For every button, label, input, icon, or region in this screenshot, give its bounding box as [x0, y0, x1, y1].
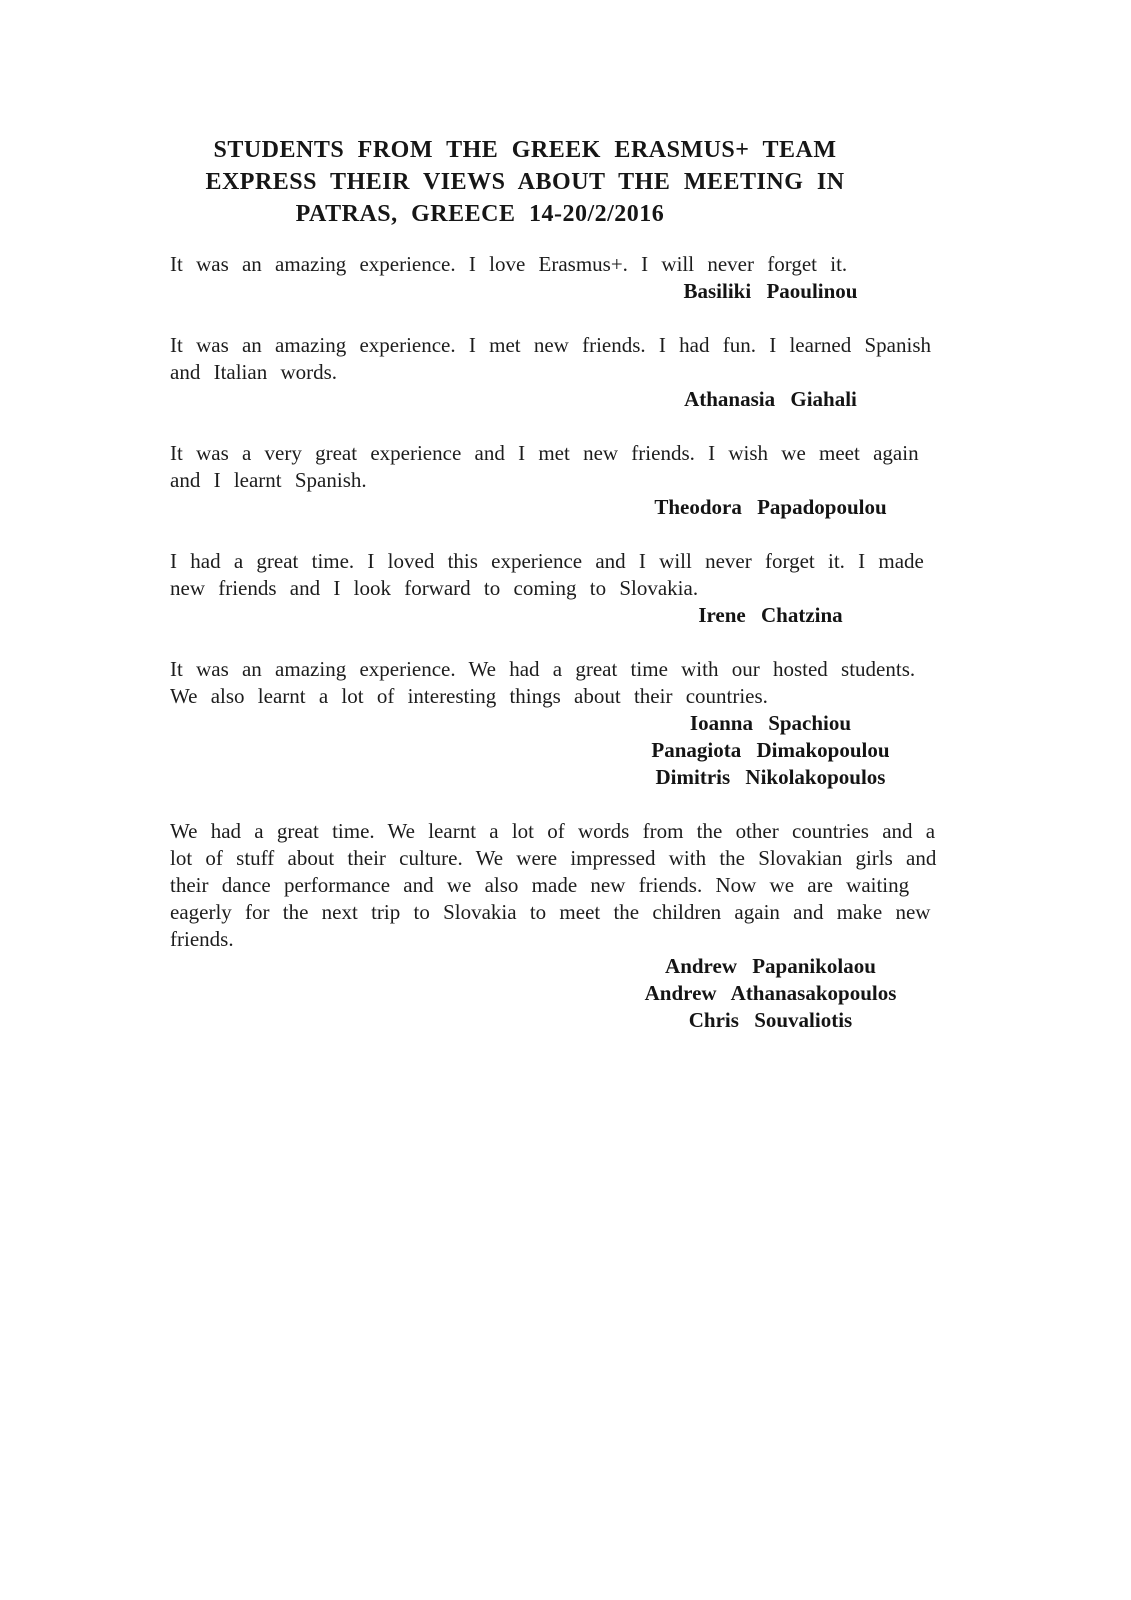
author-name: Panagiota Dimakopoulou [651, 738, 890, 762]
document-title [170, 134, 880, 230]
testimonial-text: It was an amazing experience. I met new friends. I had fun. I learned Spanish and Italian words. [170, 333, 932, 384]
title-line-3: PATRAS, GREECE 14-20/2/2016 [295, 201, 665, 227]
testimonial-authors [586, 494, 955, 521]
author-name: Athanasia Giahali [684, 387, 857, 411]
title-line-2: EXPRESS THEIR VIEWS ABOUT THE MEETING IN [205, 169, 845, 195]
testimonial-block [170, 440, 955, 521]
testimonial-text: It was a very great experience and I met new friends. I wish we meet again and I learnt Spanish. [170, 441, 919, 492]
testimonial-text: It was an amazing experience. We had a great time with our hosted students. We also learnt a lot of interesting things about their countries. [170, 657, 916, 708]
author-name: Andrew Athanasakopoulos [644, 981, 897, 1005]
testimonial-text: I had a great time. I loved this experience and I will never forget it. I made new friends and I look forward to coming to Slovakia. [170, 549, 924, 600]
author-name: Dimitris Nikolakopoulos [655, 765, 886, 789]
testimonial-authors [586, 602, 955, 629]
testimonial-text: It was an amazing experience. I love Erasmus+. I will never forget it. [170, 252, 848, 276]
author-name: Irene Chatzina [698, 603, 843, 627]
testimonial-block [170, 818, 955, 1034]
testimonial-block [170, 332, 955, 413]
testimonial-authors [586, 386, 955, 413]
title-line-1: STUDENTS FROM THE GREEK ERASMUS+ TEAM [213, 137, 837, 163]
author-name: Andrew Papanikolaou [665, 954, 876, 978]
testimonial-block [170, 548, 955, 629]
testimonial-list [170, 251, 955, 1034]
testimonial-block [170, 251, 955, 305]
testimonial-authors [586, 710, 955, 791]
author-name: Basiliki Paoulinou [683, 279, 858, 303]
testimonial-authors [586, 953, 955, 1034]
testimonial-authors [586, 278, 955, 305]
author-name: Ioanna Spachiou [689, 711, 852, 735]
testimonial-text: We had a great time. We learnt a lot of words from the other countries and a lot of stuff about their culture. We were impressed with the Slovakian girls and their dance performance and we also made new friends. Now we are waiting eagerly for the next trip to Slovakia to meet the children again and make new friends. [170, 819, 937, 951]
author-name: Theodora Papadopoulou [654, 495, 887, 519]
author-name: Chris Souvaliotis [688, 1008, 853, 1032]
testimonial-block [170, 656, 955, 791]
